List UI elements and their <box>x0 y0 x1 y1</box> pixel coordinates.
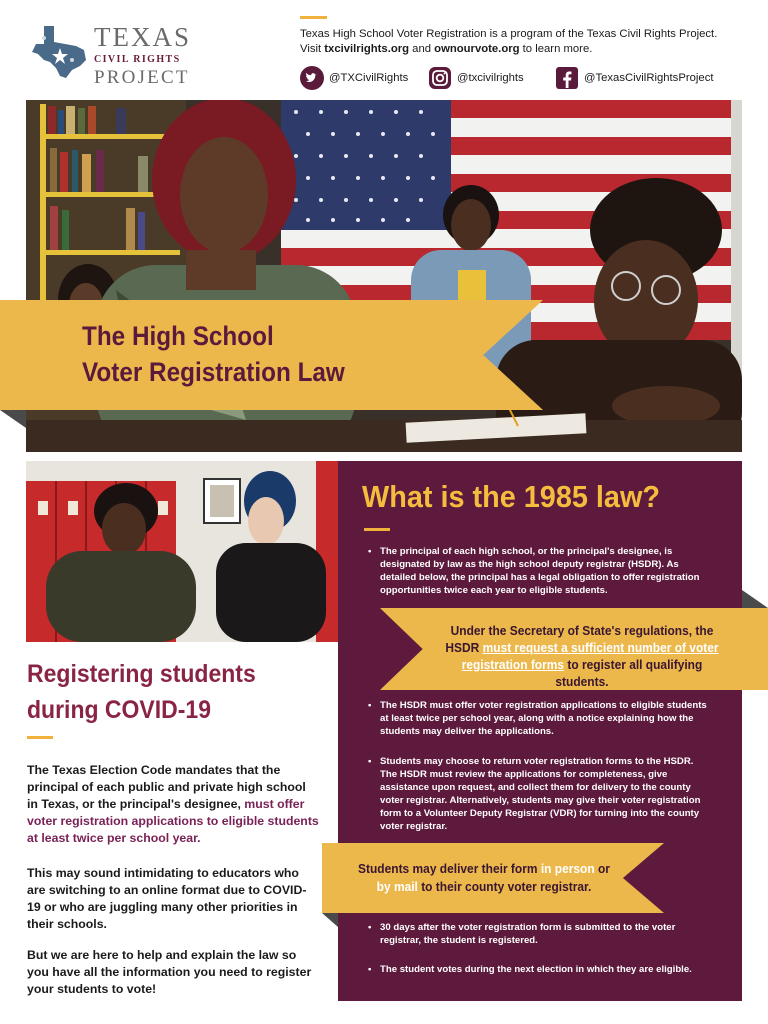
students-hallway-photo <box>26 461 338 642</box>
callout2-or: or <box>594 861 610 876</box>
callout2-start: Students may deliver their form <box>358 861 541 876</box>
delivery-callout-text <box>355 860 613 896</box>
texas-map-icon <box>30 24 88 80</box>
facebook-icon <box>555 66 579 90</box>
logo-line-3: PROJECT <box>94 67 190 88</box>
site-link-2[interactable]: ownourvote.org <box>434 43 520 55</box>
callout-fold <box>742 590 768 608</box>
visit-suffix: to learn more. <box>519 43 593 55</box>
covid-p1-highlight: must offer voter registration applications to eligible students at least twice per school year. <box>27 797 319 845</box>
logo-line-2: CIVIL RIGHTS <box>94 54 181 65</box>
visit-prefix: Visit <box>300 43 325 55</box>
visit-and: and <box>409 43 435 55</box>
covid-p1-text: The Texas Election Code mandates that the principal of each public and private high school in Texas, or the principal's designee, <box>27 763 306 811</box>
covid-paragraph-3: But we are here to help and explain the law so you have all the information you need to register your students to vote! <box>27 948 312 996</box>
social-instagram[interactable] <box>428 66 524 90</box>
header-visit-line <box>300 42 740 57</box>
covid-accent-bar <box>27 736 53 739</box>
callout2-in-person: in person <box>540 861 595 876</box>
callout1-start: Under the Secretary of State's regulations, the HSDR <box>445 623 714 655</box>
law-bullet-5: • The student votes during the next election in which they are eligible. <box>368 963 713 976</box>
instagram-handle: @txcivilrights <box>457 72 524 84</box>
callout1-link[interactable]: must request a sufficient number of voter registration forms <box>461 640 719 672</box>
covid-heading <box>27 656 303 728</box>
callout2-by-mail: by mail <box>376 879 418 894</box>
covid-paragraph-1 <box>27 762 319 847</box>
law-bullet-1: • The principal of each high school, or the principal's designee, is designated by law as the high school deputy registrar (HSDR). As detailed below, the principal has a legal obligation to offer registration opportunities twice each year to eligible students. <box>368 545 713 597</box>
header-intro <box>300 27 740 57</box>
hero-title-line-2: Voter Registration Law <box>82 357 345 387</box>
site-link-1[interactable]: txcivilrights.org <box>324 43 410 55</box>
callout2-end: to their county voter registrar. <box>417 879 592 894</box>
hsdr-callout-text <box>437 622 728 690</box>
hero-title-banner <box>0 300 543 410</box>
covid-heading-line-2: during COVID-19 <box>27 696 212 724</box>
header-intro-line: Texas High School Voter Registration is a program of the Texas Civil Rights Project. <box>300 28 718 40</box>
twitter-handle: @TXCivilRights <box>329 72 409 84</box>
law-bullet-3: • Students may choose to return voter registration forms to the HSDR. The HSDR must review the applications for completeness, give assistance upon request, and collect them for delivery to the county voter registrar. Alternatively, students may give their voter registration form to a Volunteer Deputy Registrar (VDR) for turning into the county voter registrar. <box>368 755 713 833</box>
hero-title-line-1: The High School <box>82 321 274 351</box>
facebook-handle: @TexasCivilRightsProject <box>584 72 714 84</box>
logo-line-1: TEXAS <box>94 22 191 52</box>
twitter-icon <box>300 66 324 90</box>
tcrp-logo <box>30 20 195 86</box>
hero-title <box>82 318 345 390</box>
instagram-icon <box>428 66 452 90</box>
law-bullet-2: • The HSDR must offer voter registration applications to eligible students at least twice per school year, along with a notice explaining how the students may deliver the applications. <box>368 699 713 738</box>
hallway-photo-illustration <box>26 461 338 642</box>
banner-fold <box>0 410 26 428</box>
callout1-end: to register all qualifying students. <box>555 657 703 689</box>
callout-fold-2 <box>322 913 338 927</box>
delivery-callout <box>322 843 664 913</box>
social-twitter[interactable] <box>300 66 408 90</box>
covid-paragraph-2: This may sound intimidating to educators who are switching to an online format due to COVID-19 or who are juggling many other priorities in their schools. <box>27 866 307 931</box>
law-bullet-4: • 30 days after the voter registration form is submitted to the voter registrar, the student is registered. <box>368 921 713 947</box>
covid-heading-line-1: Registering students <box>27 660 256 688</box>
header-accent-bar <box>300 16 327 19</box>
law-accent-bar <box>364 528 390 531</box>
hsdr-callout <box>380 608 768 690</box>
social-facebook[interactable] <box>555 66 714 90</box>
law-heading: What is the 1985 law? <box>362 479 661 514</box>
